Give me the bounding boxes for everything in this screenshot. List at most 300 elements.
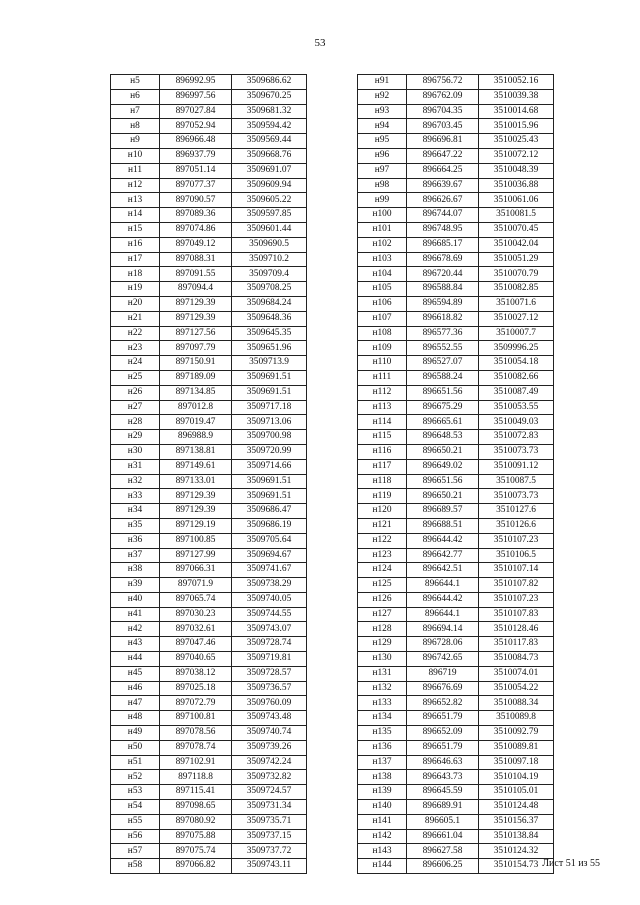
- y-coordinate-cell: 3509724.57: [232, 785, 307, 800]
- y-coordinate-cell: 3510107.23: [479, 592, 554, 607]
- point-id-cell: н37: [111, 548, 160, 563]
- y-coordinate-cell: 3510070.79: [479, 267, 554, 282]
- point-id-cell: н128: [358, 622, 407, 637]
- table-row: [111, 592, 307, 607]
- x-coordinate-cell: 897025.18: [160, 681, 232, 696]
- x-coordinate-cell: 896650.21: [407, 489, 479, 504]
- table-row: [111, 459, 307, 474]
- x-coordinate-cell: 897027.84: [160, 104, 232, 119]
- x-coordinate-cell: 897090.57: [160, 193, 232, 208]
- table-row: [111, 548, 307, 563]
- table-row: [358, 681, 554, 696]
- x-coordinate-cell: 897097.79: [160, 341, 232, 356]
- table-row: [358, 770, 554, 785]
- y-coordinate-cell: 3510084.73: [479, 652, 554, 667]
- x-coordinate-cell: 897049.12: [160, 237, 232, 252]
- point-id-cell: н118: [358, 474, 407, 489]
- y-coordinate-cell: 3510088.34: [479, 696, 554, 711]
- table-row: [111, 341, 307, 356]
- point-id-cell: н105: [358, 282, 407, 297]
- point-id-cell: н22: [111, 326, 160, 341]
- x-coordinate-cell: 896997.56: [160, 89, 232, 104]
- x-coordinate-cell: 896606.25: [407, 859, 479, 874]
- table-row: [111, 504, 307, 519]
- table-row: [358, 533, 554, 548]
- point-id-cell: н101: [358, 222, 407, 237]
- point-id-cell: н45: [111, 666, 160, 681]
- x-coordinate-cell: 896644.1: [407, 607, 479, 622]
- point-id-cell: н103: [358, 252, 407, 267]
- point-id-cell: н23: [111, 341, 160, 356]
- y-coordinate-cell: 3509684.24: [232, 296, 307, 311]
- point-id-cell: н19: [111, 282, 160, 297]
- point-id-cell: н98: [358, 178, 407, 193]
- y-coordinate-cell: 3510070.45: [479, 222, 554, 237]
- table-row: [358, 652, 554, 667]
- y-coordinate-cell: 3510052.16: [479, 75, 554, 90]
- coordinates-table-left: [110, 74, 307, 874]
- x-coordinate-cell: 896639.67: [407, 178, 479, 193]
- point-id-cell: н48: [111, 711, 160, 726]
- x-coordinate-cell: 897094.4: [160, 282, 232, 297]
- y-coordinate-cell: 3510025.43: [479, 134, 554, 149]
- x-coordinate-cell: 896937.79: [160, 148, 232, 163]
- table-row: [111, 296, 307, 311]
- x-coordinate-cell: 897038.12: [160, 666, 232, 681]
- x-coordinate-cell: 896720.44: [407, 267, 479, 282]
- point-id-cell: н132: [358, 681, 407, 696]
- table-row: [358, 666, 554, 681]
- point-id-cell: н35: [111, 518, 160, 533]
- point-id-cell: н95: [358, 134, 407, 149]
- point-id-cell: н112: [358, 385, 407, 400]
- table-row: [358, 563, 554, 578]
- point-id-cell: н24: [111, 356, 160, 371]
- table-row: [111, 119, 307, 134]
- point-id-cell: н52: [111, 770, 160, 785]
- x-coordinate-cell: 896644.42: [407, 533, 479, 548]
- y-coordinate-cell: 3510053.55: [479, 400, 554, 415]
- y-coordinate-cell: 3509691.51: [232, 489, 307, 504]
- point-id-cell: н34: [111, 504, 160, 519]
- y-coordinate-cell: 3510087.49: [479, 385, 554, 400]
- x-coordinate-cell: 897088.31: [160, 252, 232, 267]
- y-coordinate-cell: 3509597.85: [232, 208, 307, 223]
- table-row: [111, 282, 307, 297]
- y-coordinate-cell: 3509732.82: [232, 770, 307, 785]
- point-id-cell: н58: [111, 859, 160, 874]
- table-row: [358, 592, 554, 607]
- y-coordinate-cell: 3509738.29: [232, 578, 307, 593]
- y-coordinate-cell: 3510039.38: [479, 89, 554, 104]
- table-row: [358, 400, 554, 415]
- y-coordinate-cell: 3509728.57: [232, 666, 307, 681]
- point-id-cell: н120: [358, 504, 407, 519]
- table-row: [111, 311, 307, 326]
- point-id-cell: н140: [358, 800, 407, 815]
- x-coordinate-cell: 897066.31: [160, 563, 232, 578]
- table-row: [358, 430, 554, 445]
- y-coordinate-cell: 3510048.39: [479, 163, 554, 178]
- x-coordinate-cell: 897133.01: [160, 474, 232, 489]
- x-coordinate-cell: 896594.89: [407, 296, 479, 311]
- y-coordinate-cell: 3510107.23: [479, 533, 554, 548]
- x-coordinate-cell: 897019.47: [160, 415, 232, 430]
- point-id-cell: н107: [358, 311, 407, 326]
- point-id-cell: н106: [358, 296, 407, 311]
- table-row: [358, 474, 554, 489]
- table-row: [358, 237, 554, 252]
- table-row: [111, 578, 307, 593]
- table-row: [111, 607, 307, 622]
- point-id-cell: н121: [358, 518, 407, 533]
- x-coordinate-cell: 897078.56: [160, 726, 232, 741]
- x-coordinate-cell: 896694.14: [407, 622, 479, 637]
- point-id-cell: н115: [358, 430, 407, 445]
- x-coordinate-cell: 896966.48: [160, 134, 232, 149]
- x-coordinate-cell: 896676.69: [407, 681, 479, 696]
- point-id-cell: н93: [358, 104, 407, 119]
- x-coordinate-cell: 897134.85: [160, 385, 232, 400]
- x-coordinate-cell: 896648.53: [407, 430, 479, 445]
- table-row: [358, 296, 554, 311]
- x-coordinate-cell: 897129.39: [160, 504, 232, 519]
- point-id-cell: н33: [111, 489, 160, 504]
- point-id-cell: н136: [358, 740, 407, 755]
- x-coordinate-cell: 896665.61: [407, 415, 479, 430]
- y-coordinate-cell: 3509691.07: [232, 163, 307, 178]
- x-coordinate-cell: 896605.1: [407, 814, 479, 829]
- table-row: [111, 800, 307, 815]
- table-row: [358, 193, 554, 208]
- table-row: [358, 859, 554, 874]
- table-row: [358, 341, 554, 356]
- table-row: [111, 430, 307, 445]
- y-coordinate-cell: 3510124.32: [479, 844, 554, 859]
- table-row: [111, 163, 307, 178]
- x-coordinate-cell: 897118.8: [160, 770, 232, 785]
- point-id-cell: н127: [358, 607, 407, 622]
- table-row: [111, 208, 307, 223]
- table-row: [111, 637, 307, 652]
- y-coordinate-cell: 3510081.5: [479, 208, 554, 223]
- table-row: [111, 563, 307, 578]
- x-coordinate-cell: 896719: [407, 666, 479, 681]
- x-coordinate-cell: 896689.57: [407, 504, 479, 519]
- x-coordinate-cell: 896618.82: [407, 311, 479, 326]
- x-coordinate-cell: 896651.56: [407, 474, 479, 489]
- y-coordinate-cell: 3510117.83: [479, 637, 554, 652]
- y-coordinate-cell: 3509686.19: [232, 518, 307, 533]
- table-row: [358, 444, 554, 459]
- y-coordinate-cell: 3510092.79: [479, 726, 554, 741]
- y-coordinate-cell: 3510082.66: [479, 370, 554, 385]
- x-coordinate-cell: 896696.81: [407, 134, 479, 149]
- y-coordinate-cell: 3510042.04: [479, 237, 554, 252]
- x-coordinate-cell: 897127.56: [160, 326, 232, 341]
- y-coordinate-cell: 3509594.42: [232, 119, 307, 134]
- point-id-cell: н142: [358, 829, 407, 844]
- table-row: [111, 222, 307, 237]
- table-row: [111, 178, 307, 193]
- y-coordinate-cell: 3509605.22: [232, 193, 307, 208]
- x-coordinate-cell: 896650.21: [407, 444, 479, 459]
- table-row: [111, 193, 307, 208]
- point-id-cell: н108: [358, 326, 407, 341]
- y-coordinate-cell: 3510071.6: [479, 296, 554, 311]
- y-coordinate-cell: 3510027.12: [479, 311, 554, 326]
- point-id-cell: н96: [358, 148, 407, 163]
- table-row: [111, 134, 307, 149]
- point-id-cell: н134: [358, 711, 407, 726]
- y-coordinate-cell: 3509686.62: [232, 75, 307, 90]
- x-coordinate-cell: 897032.61: [160, 622, 232, 637]
- sheet-footer: Лист 51 из 55: [542, 858, 600, 869]
- table-row: [358, 415, 554, 430]
- point-id-cell: н8: [111, 119, 160, 134]
- x-coordinate-cell: 897098.65: [160, 800, 232, 815]
- point-id-cell: н91: [358, 75, 407, 90]
- point-id-cell: н49: [111, 726, 160, 741]
- point-id-cell: н144: [358, 859, 407, 874]
- x-coordinate-cell: 896748.95: [407, 222, 479, 237]
- page-number: 53: [314, 37, 326, 49]
- y-coordinate-cell: 3509743.48: [232, 711, 307, 726]
- table-row: [111, 415, 307, 430]
- y-coordinate-cell: 3510054.22: [479, 681, 554, 696]
- point-id-cell: н6: [111, 89, 160, 104]
- point-id-cell: н39: [111, 578, 160, 593]
- table-row: [358, 163, 554, 178]
- y-coordinate-cell: 3510106.5: [479, 548, 554, 563]
- point-id-cell: н116: [358, 444, 407, 459]
- table-row: [358, 800, 554, 815]
- x-coordinate-cell: 896627.58: [407, 844, 479, 859]
- x-coordinate-cell: 896744.07: [407, 208, 479, 223]
- x-coordinate-cell: 897127.99: [160, 548, 232, 563]
- x-coordinate-cell: 896685.17: [407, 237, 479, 252]
- point-id-cell: н20: [111, 296, 160, 311]
- point-id-cell: н104: [358, 267, 407, 282]
- x-coordinate-cell: 897047.46: [160, 637, 232, 652]
- point-id-cell: н126: [358, 592, 407, 607]
- table-row: [111, 844, 307, 859]
- y-coordinate-cell: 3509691.51: [232, 474, 307, 489]
- x-coordinate-cell: 896647.22: [407, 148, 479, 163]
- point-id-cell: н111: [358, 370, 407, 385]
- y-coordinate-cell: 3510107.14: [479, 563, 554, 578]
- table-row: [358, 89, 554, 104]
- table-row: [358, 311, 554, 326]
- table-row: [111, 148, 307, 163]
- point-id-cell: н124: [358, 563, 407, 578]
- y-coordinate-cell: 3509651.96: [232, 341, 307, 356]
- x-coordinate-cell: 896649.02: [407, 459, 479, 474]
- y-coordinate-cell: 3509741.67: [232, 563, 307, 578]
- y-coordinate-cell: 3509686.47: [232, 504, 307, 519]
- y-coordinate-cell: 3509710.2: [232, 252, 307, 267]
- y-coordinate-cell: 3509713.06: [232, 415, 307, 430]
- table-row: [358, 814, 554, 829]
- x-coordinate-cell: 896651.79: [407, 740, 479, 755]
- x-coordinate-cell: 896645.59: [407, 785, 479, 800]
- y-coordinate-cell: 3510089.81: [479, 740, 554, 755]
- coordinates-table-left-body: [111, 75, 307, 874]
- point-id-cell: н129: [358, 637, 407, 652]
- table-row: [111, 444, 307, 459]
- x-coordinate-cell: 896644.1: [407, 578, 479, 593]
- x-coordinate-cell: 897078.74: [160, 740, 232, 755]
- table-row: [111, 666, 307, 681]
- x-coordinate-cell: 897115.41: [160, 785, 232, 800]
- y-coordinate-cell: 3509717.18: [232, 400, 307, 415]
- table-row: [111, 356, 307, 371]
- table-row: [358, 489, 554, 504]
- y-coordinate-cell: 3510049.03: [479, 415, 554, 430]
- y-coordinate-cell: 3510091.12: [479, 459, 554, 474]
- point-id-cell: н43: [111, 637, 160, 652]
- x-coordinate-cell: 896644.42: [407, 592, 479, 607]
- x-coordinate-cell: 896642.77: [407, 548, 479, 563]
- table-row: [358, 178, 554, 193]
- x-coordinate-cell: 896688.51: [407, 518, 479, 533]
- table-row: [358, 785, 554, 800]
- table-row: [111, 726, 307, 741]
- point-id-cell: н109: [358, 341, 407, 356]
- table-row: [358, 459, 554, 474]
- point-id-cell: н32: [111, 474, 160, 489]
- x-coordinate-cell: 897065.74: [160, 592, 232, 607]
- table-row: [358, 622, 554, 637]
- table-row: [111, 785, 307, 800]
- y-coordinate-cell: 3510074.01: [479, 666, 554, 681]
- y-coordinate-cell: 3509670.25: [232, 89, 307, 104]
- y-coordinate-cell: 3510089.8: [479, 711, 554, 726]
- y-coordinate-cell: 3509569.44: [232, 134, 307, 149]
- y-coordinate-cell: 3509681.32: [232, 104, 307, 119]
- point-id-cell: н28: [111, 415, 160, 430]
- x-coordinate-cell: 897129.39: [160, 311, 232, 326]
- table-row: [358, 578, 554, 593]
- point-id-cell: н97: [358, 163, 407, 178]
- y-coordinate-cell: 3510127.6: [479, 504, 554, 519]
- x-coordinate-cell: 896704.35: [407, 104, 479, 119]
- y-coordinate-cell: 3509609.94: [232, 178, 307, 193]
- point-id-cell: н13: [111, 193, 160, 208]
- x-coordinate-cell: 896689.91: [407, 800, 479, 815]
- y-coordinate-cell: 3510097.18: [479, 755, 554, 770]
- x-coordinate-cell: 896762.09: [407, 89, 479, 104]
- point-id-cell: н25: [111, 370, 160, 385]
- x-coordinate-cell: 896577.36: [407, 326, 479, 341]
- point-id-cell: н10: [111, 148, 160, 163]
- point-id-cell: н40: [111, 592, 160, 607]
- x-coordinate-cell: 897129.19: [160, 518, 232, 533]
- x-coordinate-cell: 897149.61: [160, 459, 232, 474]
- table-row: [111, 829, 307, 844]
- y-coordinate-cell: 3509737.15: [232, 829, 307, 844]
- x-coordinate-cell: 897012.8: [160, 400, 232, 415]
- point-id-cell: н138: [358, 770, 407, 785]
- point-id-cell: н17: [111, 252, 160, 267]
- y-coordinate-cell: 3510073.73: [479, 489, 554, 504]
- x-coordinate-cell: 896588.24: [407, 370, 479, 385]
- table-row: [111, 755, 307, 770]
- x-coordinate-cell: 896703.45: [407, 119, 479, 134]
- point-id-cell: н113: [358, 400, 407, 415]
- table-row: [358, 148, 554, 163]
- y-coordinate-cell: 3509735.71: [232, 814, 307, 829]
- point-id-cell: н135: [358, 726, 407, 741]
- y-coordinate-cell: 3509737.72: [232, 844, 307, 859]
- table-row: [111, 814, 307, 829]
- table-row: [111, 681, 307, 696]
- x-coordinate-cell: 896756.72: [407, 75, 479, 90]
- x-coordinate-cell: 897138.81: [160, 444, 232, 459]
- y-coordinate-cell: 3510154.73: [479, 859, 554, 874]
- table-row: [111, 400, 307, 415]
- y-coordinate-cell: 3509691.51: [232, 370, 307, 385]
- point-id-cell: н92: [358, 89, 407, 104]
- point-id-cell: н31: [111, 459, 160, 474]
- table-row: [358, 829, 554, 844]
- y-coordinate-cell: 3510051.29: [479, 252, 554, 267]
- x-coordinate-cell: 896661.04: [407, 829, 479, 844]
- point-id-cell: н57: [111, 844, 160, 859]
- point-id-cell: н38: [111, 563, 160, 578]
- table-row: [358, 134, 554, 149]
- x-coordinate-cell: 896988.9: [160, 430, 232, 445]
- point-id-cell: н56: [111, 829, 160, 844]
- point-id-cell: н51: [111, 755, 160, 770]
- x-coordinate-cell: 896652.09: [407, 726, 479, 741]
- point-id-cell: н21: [111, 311, 160, 326]
- x-coordinate-cell: 897075.74: [160, 844, 232, 859]
- y-coordinate-cell: 3509708.25: [232, 282, 307, 297]
- y-coordinate-cell: 3509740.05: [232, 592, 307, 607]
- point-id-cell: н26: [111, 385, 160, 400]
- table-row: [358, 740, 554, 755]
- point-id-cell: н139: [358, 785, 407, 800]
- x-coordinate-cell: 897150.91: [160, 356, 232, 371]
- y-coordinate-cell: 3509739.26: [232, 740, 307, 755]
- y-coordinate-cell: 3509742.24: [232, 755, 307, 770]
- x-coordinate-cell: 896588.84: [407, 282, 479, 297]
- y-coordinate-cell: 3510072.83: [479, 430, 554, 445]
- point-id-cell: н99: [358, 193, 407, 208]
- table-row: [111, 711, 307, 726]
- table-row: [358, 385, 554, 400]
- point-id-cell: н7: [111, 104, 160, 119]
- point-id-cell: н94: [358, 119, 407, 134]
- y-coordinate-cell: 3510036.88: [479, 178, 554, 193]
- x-coordinate-cell: 897100.81: [160, 711, 232, 726]
- y-coordinate-cell: 3510087.5: [479, 474, 554, 489]
- x-coordinate-cell: 896626.67: [407, 193, 479, 208]
- table-row: [111, 104, 307, 119]
- x-coordinate-cell: 897071.9: [160, 578, 232, 593]
- point-id-cell: н11: [111, 163, 160, 178]
- table-row: [111, 859, 307, 874]
- y-coordinate-cell: 3510054.18: [479, 356, 554, 371]
- point-id-cell: н54: [111, 800, 160, 815]
- x-coordinate-cell: 896992.95: [160, 75, 232, 90]
- y-coordinate-cell: 3509709.4: [232, 267, 307, 282]
- table-row: [358, 726, 554, 741]
- point-id-cell: н143: [358, 844, 407, 859]
- point-id-cell: н36: [111, 533, 160, 548]
- x-coordinate-cell: 896527.07: [407, 356, 479, 371]
